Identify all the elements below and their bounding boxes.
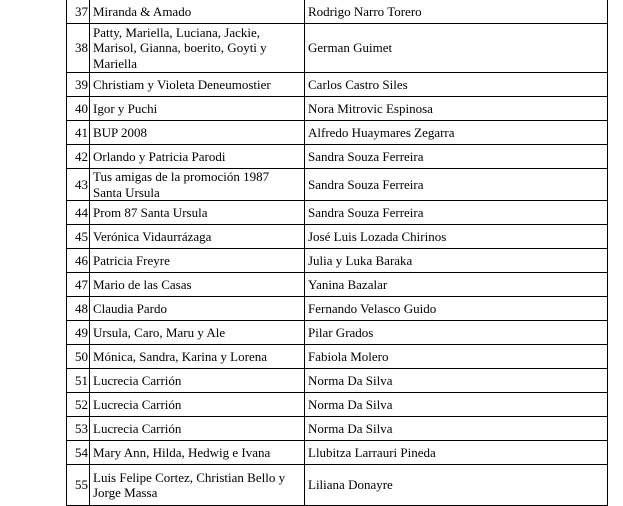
- table-row: [67, 345, 608, 369]
- row-number: 51: [67, 369, 90, 393]
- recipient-cell: Carlos Castro Siles: [305, 73, 608, 97]
- donor-cell: Patty, Mariella, Luciana, Jackie, Marisol, Gianna, boerito, Goyti y Mariella: [90, 24, 305, 73]
- table-row: [67, 465, 608, 506]
- table-row: [67, 273, 608, 297]
- recipient-cell: José Luis Lozada Chirinos: [305, 225, 608, 249]
- row-number: 39: [67, 73, 90, 97]
- recipient-cell: Fabiola Molero: [305, 345, 608, 369]
- recipient-cell: Yanina Bazalar: [305, 273, 608, 297]
- donor-cell: Mario de las Casas: [90, 273, 305, 297]
- row-number: 41: [67, 121, 90, 145]
- donor-cell: Luis Felipe Cortez, Christian Bello y Jorge Massa: [90, 465, 305, 506]
- donor-cell: Prom 87 Santa Ursula: [90, 201, 305, 225]
- table-row: [67, 201, 608, 225]
- donor-cell: Igor y Puchi: [90, 97, 305, 121]
- recipient-cell: Sandra Souza Ferreira: [305, 145, 608, 169]
- donor-cell: Lucrecia Carrión: [90, 393, 305, 417]
- row-number: 52: [67, 393, 90, 417]
- table-row: [67, 369, 608, 393]
- row-number: 46: [67, 249, 90, 273]
- donor-cell: Miranda & Amado: [90, 0, 305, 24]
- table-row: [67, 97, 608, 121]
- recipient-cell: Julia y Luka Baraka: [305, 249, 608, 273]
- table-row: [67, 169, 608, 201]
- table-row: [67, 441, 608, 465]
- row-number: 43: [67, 169, 90, 201]
- row-number: 54: [67, 441, 90, 465]
- recipient-cell: Sandra Souza Ferreira: [305, 169, 608, 201]
- table-row: [67, 417, 608, 441]
- donor-cell: BUP 2008: [90, 121, 305, 145]
- donor-cell: Claudia Pardo: [90, 297, 305, 321]
- donor-cell: Orlando y Patricia Parodi: [90, 145, 305, 169]
- donor-cell: Tus amigas de la promoción 1987 Santa Ursula: [90, 169, 305, 201]
- row-number: 48: [67, 297, 90, 321]
- row-number: 40: [67, 97, 90, 121]
- donor-cell: Mary Ann, Hilda, Hedwig e Ivana: [90, 441, 305, 465]
- table-row: [67, 321, 608, 345]
- row-number: 38: [67, 24, 90, 73]
- recipient-cell: Norma Da Silva: [305, 369, 608, 393]
- row-number: 45: [67, 225, 90, 249]
- table-body: [67, 0, 608, 506]
- recipient-cell: German Guimet: [305, 24, 608, 73]
- recipient-cell: Pilar Grados: [305, 321, 608, 345]
- row-number: 37: [67, 0, 90, 24]
- row-number: 47: [67, 273, 90, 297]
- recipient-cell: Nora Mitrovic Espinosa: [305, 97, 608, 121]
- table-row: [67, 225, 608, 249]
- donor-cell: Patricia Freyre: [90, 249, 305, 273]
- donor-cell: Christiam y Violeta Deneumostier: [90, 73, 305, 97]
- row-number: 55: [67, 465, 90, 506]
- table-row: [67, 297, 608, 321]
- table-row: [67, 24, 608, 73]
- recipient-cell: Alfredo Huaymares Zegarra: [305, 121, 608, 145]
- table-row: [67, 73, 608, 97]
- row-number: 50: [67, 345, 90, 369]
- table-row: [67, 0, 608, 24]
- recipient-cell: Liliana Donayre: [305, 465, 608, 506]
- row-number: 49: [67, 321, 90, 345]
- table-row: [67, 145, 608, 169]
- row-number: 53: [67, 417, 90, 441]
- donations-table: [66, 0, 608, 506]
- recipient-cell: Norma Da Silva: [305, 417, 608, 441]
- donor-cell: Verónica Vidaurrázaga: [90, 225, 305, 249]
- donor-cell: Lucrecia Carrión: [90, 417, 305, 441]
- donor-cell: Lucrecia Carrión: [90, 369, 305, 393]
- donor-cell: Mónica, Sandra, Karina y Lorena: [90, 345, 305, 369]
- table-row: [67, 249, 608, 273]
- recipient-cell: Fernando Velasco Guido: [305, 297, 608, 321]
- donor-cell: Ursula, Caro, Maru y Ale: [90, 321, 305, 345]
- recipient-cell: Rodrigo Narro Torero: [305, 0, 608, 24]
- table-row: [67, 393, 608, 417]
- recipient-cell: Sandra Souza Ferreira: [305, 201, 608, 225]
- row-number: 42: [67, 145, 90, 169]
- recipient-cell: Llubitza Larrauri Pineda: [305, 441, 608, 465]
- table-row: [67, 121, 608, 145]
- recipient-cell: Norma Da Silva: [305, 393, 608, 417]
- row-number: 44: [67, 201, 90, 225]
